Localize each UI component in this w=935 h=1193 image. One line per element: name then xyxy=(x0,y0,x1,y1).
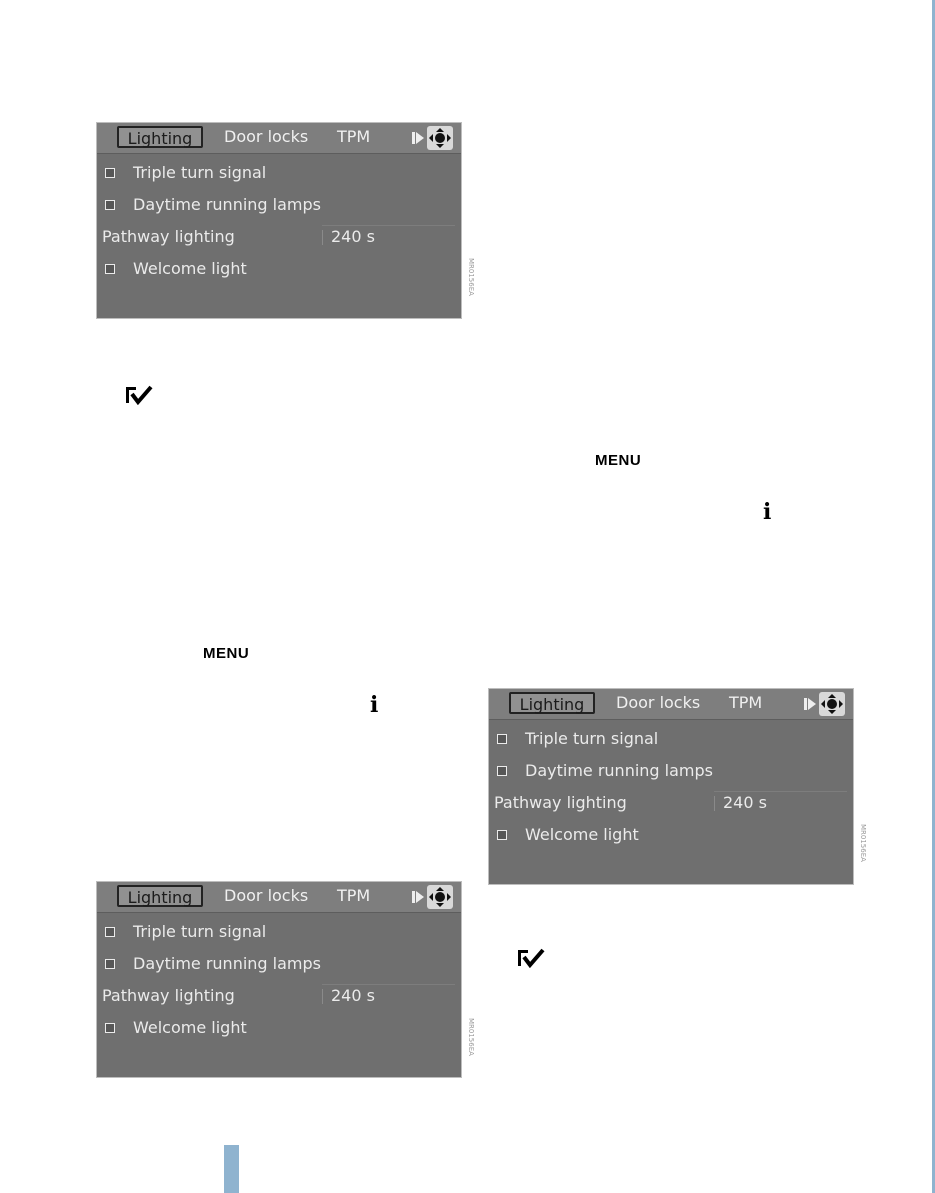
option-triple-turn-signal[interactable] xyxy=(489,725,853,753)
check-confirm-icon xyxy=(516,948,546,968)
controller-icon[interactable] xyxy=(427,885,453,909)
pathway-value[interactable]: 240 s xyxy=(331,986,375,1005)
divider xyxy=(322,230,323,245)
option-pathway-lighting[interactable] xyxy=(97,982,461,1010)
controller-icon[interactable] xyxy=(427,126,453,150)
figure-code: MR0156EA xyxy=(859,824,867,862)
settings-screen-2 xyxy=(488,688,854,885)
option-label: Triple turn signal xyxy=(525,729,659,748)
play-arrow-icon[interactable] xyxy=(803,695,817,713)
tab-tpm[interactable]: TPM xyxy=(337,886,371,905)
option-label: Triple turn signal xyxy=(133,163,267,182)
checkbox[interactable] xyxy=(105,264,115,274)
play-arrow-icon[interactable] xyxy=(411,129,425,147)
menu-button[interactable]: MENU xyxy=(203,645,250,662)
option-label: Daytime running lamps xyxy=(525,761,713,780)
checkbox[interactable] xyxy=(105,200,115,210)
tab-bar xyxy=(97,882,461,913)
tab-lighting[interactable]: Lighting xyxy=(117,885,203,907)
option-label: Daytime running lamps xyxy=(133,195,321,214)
info-icon[interactable]: i xyxy=(763,499,772,525)
pathway-value[interactable]: 240 s xyxy=(331,227,375,246)
divider xyxy=(322,989,323,1004)
check-confirm-icon xyxy=(124,385,154,405)
tab-lighting[interactable]: Lighting xyxy=(117,126,203,148)
option-daytime-running-lamps[interactable] xyxy=(97,950,461,978)
tab-door-locks[interactable]: Door locks xyxy=(616,693,701,712)
checkbox[interactable] xyxy=(105,927,115,937)
checkbox[interactable] xyxy=(105,959,115,969)
figure-code: MR0156EA xyxy=(467,1018,475,1056)
figure-code: MR0156EA xyxy=(467,258,475,296)
option-label: Welcome light xyxy=(133,1018,247,1037)
checkbox[interactable] xyxy=(497,830,507,840)
option-welcome-light[interactable] xyxy=(97,1014,461,1042)
settings-screen-3 xyxy=(96,881,462,1078)
option-triple-turn-signal[interactable] xyxy=(97,918,461,946)
tab-tpm[interactable]: TPM xyxy=(729,693,763,712)
info-icon[interactable]: i xyxy=(370,692,379,718)
option-welcome-light[interactable] xyxy=(97,255,461,283)
option-daytime-running-lamps[interactable] xyxy=(489,757,853,785)
option-label: Welcome light xyxy=(133,259,247,278)
divider xyxy=(714,796,715,811)
tab-door-locks[interactable]: Door locks xyxy=(224,886,309,905)
option-triple-turn-signal[interactable] xyxy=(97,159,461,187)
option-welcome-light[interactable] xyxy=(489,821,853,849)
option-label: Daytime running lamps xyxy=(133,954,321,973)
tab-door-locks[interactable]: Door locks xyxy=(224,127,309,146)
tab-tpm[interactable]: TPM xyxy=(337,127,371,146)
option-label: Pathway lighting xyxy=(102,986,235,1005)
option-pathway-lighting[interactable] xyxy=(489,789,853,817)
option-label: Pathway lighting xyxy=(102,227,235,246)
page-tab-marker xyxy=(224,1145,239,1193)
tab-bar xyxy=(489,689,853,720)
option-label: Pathway lighting xyxy=(494,793,627,812)
option-daytime-running-lamps[interactable] xyxy=(97,191,461,219)
checkbox[interactable] xyxy=(497,734,507,744)
option-label: Welcome light xyxy=(525,825,639,844)
option-label: Triple turn signal xyxy=(133,922,267,941)
controller-icon[interactable] xyxy=(819,692,845,716)
option-pathway-lighting[interactable] xyxy=(97,223,461,251)
tab-lighting[interactable]: Lighting xyxy=(509,692,595,714)
checkbox[interactable] xyxy=(105,168,115,178)
menu-button[interactable]: MENU xyxy=(595,452,642,469)
pathway-value[interactable]: 240 s xyxy=(723,793,767,812)
settings-screen-1 xyxy=(96,122,462,319)
checkbox[interactable] xyxy=(105,1023,115,1033)
play-arrow-icon[interactable] xyxy=(411,888,425,906)
tab-bar xyxy=(97,123,461,154)
checkbox[interactable] xyxy=(497,766,507,776)
